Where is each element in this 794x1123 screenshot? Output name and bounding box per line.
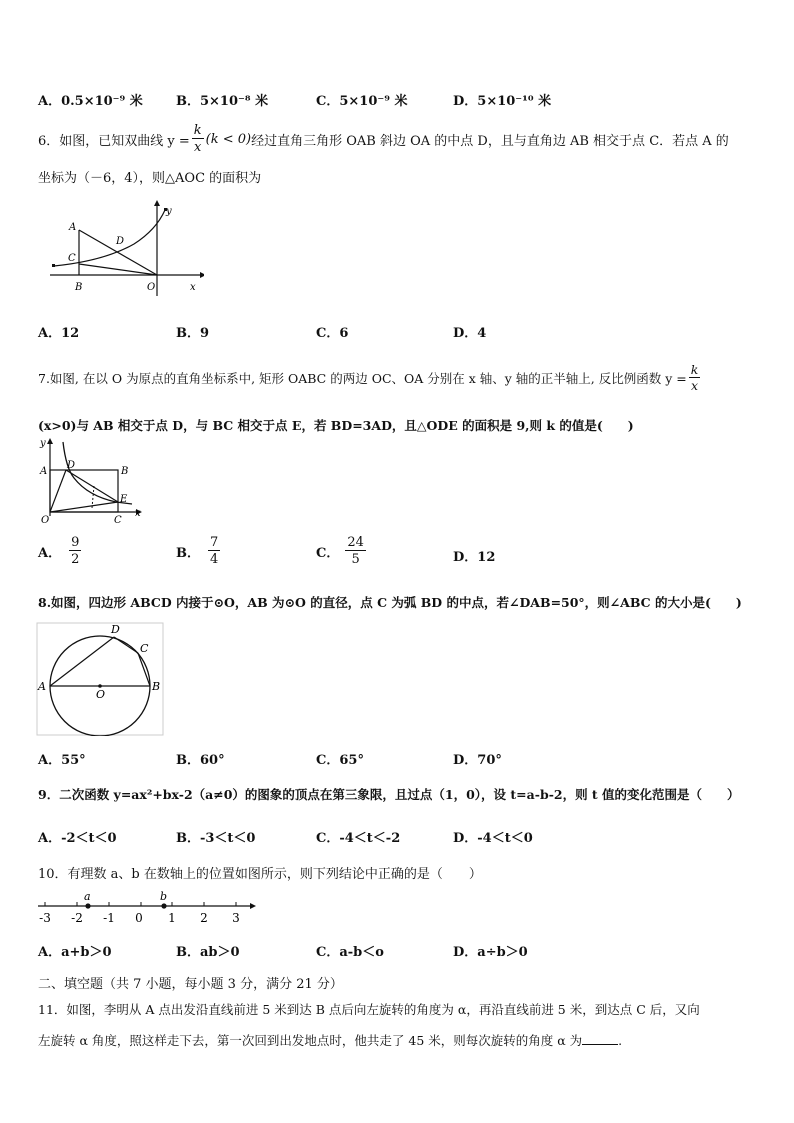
q10-number-line [34,884,260,926]
q10-option-b: B．ab＞0 [176,945,240,960]
q8-figure [36,622,164,736]
q9-option-c: C．-4＜t＜-2 [316,831,401,846]
q10-stem: 10．有理数 a、b 在数轴上的位置如图所示，则下列结论中正确的是（ ） [38,867,482,882]
q10-option-d: D．a÷b＞0 [453,945,528,960]
q5-option-b: B．5×10⁻⁸ 米 [176,94,269,109]
q7-option-c-frac [345,536,366,566]
q7-option-c-label: C． [316,545,340,561]
q6-frac-num: k [193,123,202,138]
q11-stem-prefix: 左旋转 α 角度，照这样走下去，第一次回到出发地点时，他共走了 45 米，则每次旋转的角度 α 为 [38,1033,583,1048]
q10-option-a: A．a+b＞0 [38,945,112,960]
q7-option-d: D．12 [453,550,496,565]
q7-label-o: O [41,515,50,526]
q7-option-b [176,536,220,566]
q7-fraction [689,361,701,393]
q11-answer-blank[interactable] [582,1044,618,1045]
q9-option-a: A．-2＜t＜0 [38,831,117,846]
q11-stem-line2 [38,1031,622,1049]
q10-label-b: b [160,890,168,903]
q5-option-a: A．0.5×10⁻⁹ 米 [38,94,143,109]
q10-tick-label-neg2: -2 [71,911,83,925]
q6-label-b: B [75,282,83,293]
q8-option-c: C．65° [316,753,364,768]
q7-option-a-label: A． [38,545,62,561]
q7-stem-line1 [38,358,700,398]
q7-option-c-num: 24 [347,535,364,550]
q7-option-c [316,536,366,566]
q6-fraction [192,124,204,154]
section-2-heading: 二、填空题（共 7 小题，每小题 3 分，满分 21 分） [38,977,343,992]
q6-label-y: y [166,206,172,217]
q7-option-a-den: 2 [71,552,80,567]
q6-stem-line1 [38,121,729,157]
q9-option-d: D．-4＜t＜0 [453,831,533,846]
q8-label-b: B [152,680,161,693]
q6-label-d: D [116,236,125,247]
q10-tick-label-3: 3 [232,911,240,925]
q7-stem-prefix: 7.如图, 在以 O 为原点的直角坐标系中, 矩形 OABC 的两边 OC、OA 分别在 x 轴、y 轴的正半轴上, 反比例函数 y = [38,371,687,386]
q6-figure [44,198,204,298]
q6-option-b: B．9 [176,326,210,341]
q6-stem-prefix: 6．如图，已知双曲线 y = [38,133,190,149]
q11-stem-line1: 11．如图，李明从 A 点出发沿直线前进 5 米到达 B 点后向左旋转的角度为 α，再沿直线前进 5 米，到达点 C 后，又向 [38,1002,700,1017]
q6-option-a: A．12 [38,326,80,341]
q7-frac-num: k [690,361,699,377]
q7-label-a: A [40,466,48,477]
q7-label-e: E [120,494,128,505]
q10-label-a: a [84,890,91,903]
q7-label-c: C [114,515,122,526]
q8-label-d: D [111,623,120,636]
q7-frac-den: x [690,378,699,393]
q8-stem: 8.如图，四边形 ABCD 内接于⊙O，AB 为⊙O 的直径，点 C 为弧 BD 的中点，若∠DAB=50°，则∠ABC 的大小是( ) [38,595,742,610]
q7-label-y: y [40,438,46,449]
q6-label-c: C [68,253,76,264]
q6-label-a: A [69,222,77,233]
q6-condition: (k < 0) [205,131,252,147]
q7-label-x: x [135,508,141,519]
q7-option-c-den: 5 [351,552,360,567]
q10-tick-label-1: 1 [168,911,176,925]
q7-option-a-num: 9 [71,535,80,550]
q10-tick-label-2: 2 [200,911,208,925]
q7-label-b: B [121,466,129,477]
q5-option-c: C．5×10⁻⁹ 米 [316,94,408,109]
q7-option-b-label: B． [176,545,200,561]
q8-option-a: A．55° [38,753,86,768]
q6-option-d: D．4 [453,326,487,341]
q5-option-d: D．5×10⁻¹⁰ 米 [453,94,552,109]
q11-stem-suffix: . [618,1033,623,1048]
q8-label-o: O [96,688,106,701]
q7-option-b-den: 4 [210,552,219,567]
q8-label-c: C [140,642,149,655]
q8-label-a: A [38,680,46,693]
q7-option-a [38,536,81,566]
q6-frac-den: x [194,140,202,155]
q9-stem: 9．二次函数 y=ax²+bx-2（a≠0）的图象的顶点在第三象限，且过点（1，0），设 t=a-b-2，则 t 值的变化范围是（ ） [38,787,740,802]
q6-label-o: O [147,282,156,293]
q7-option-b-num: 7 [210,535,219,550]
q7-stem-line2: (x>0)与 AB 相交于点 D，与 BC 相交于点 E，若 BD=3AD，且△ODE 的面积是 9,则 k 的值是( ) [38,418,634,433]
q7-option-a-frac [69,536,81,566]
q7-label-d: D [67,460,76,471]
q6-stem-line2: 坐标为（－6，4），则△AOC 的面积为 [38,171,262,186]
q9-option-b: B．-3＜t＜0 [176,831,256,846]
q10-tick-label-neg3: -3 [39,911,51,925]
q8-option-d: D．70° [453,753,502,768]
q6-option-c: C．6 [316,326,349,341]
q6-stem-rest: 经过直角三角形 OAB 斜边 OA 的中点 D，且与直角边 AB 相交于点 C．若点 A 的 [251,133,729,149]
q8-option-b: B．60° [176,753,225,768]
q10-option-c: C．a-b＜o [316,945,384,960]
q7-option-b-frac [208,536,220,566]
q10-tick-label-neg1: -1 [103,911,115,925]
q10-tick-label-0: 0 [135,911,143,925]
q7-figure [36,436,146,526]
q6-label-x: x [190,282,196,293]
